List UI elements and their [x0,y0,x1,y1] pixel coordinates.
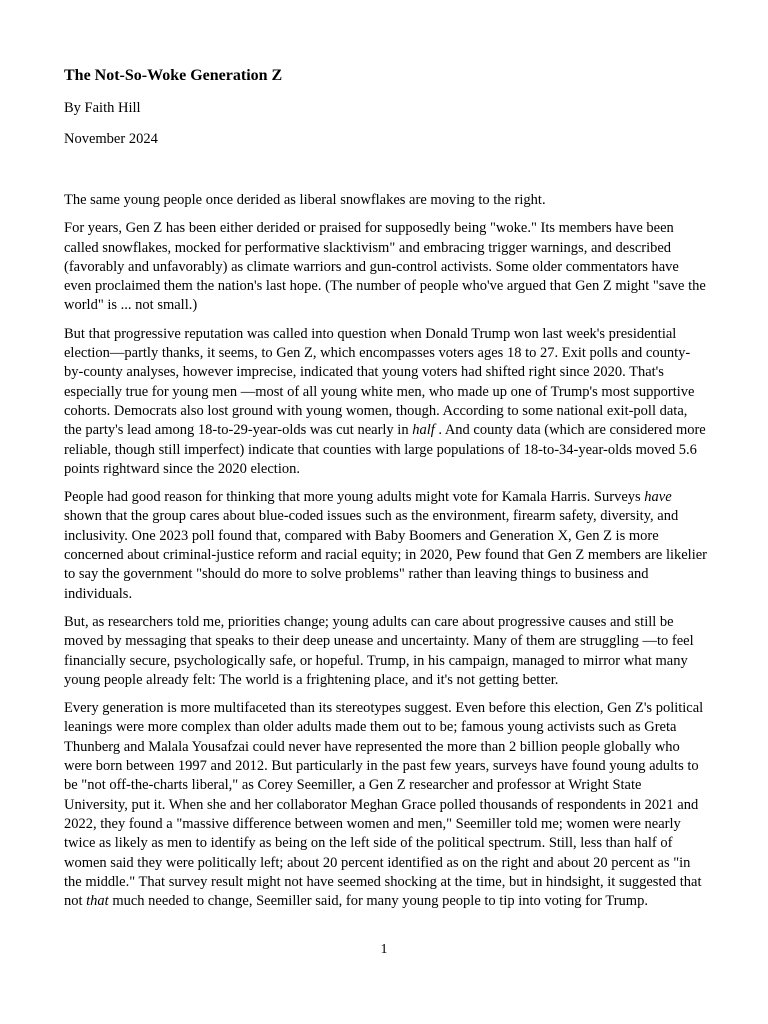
page-number: 1 [380,942,388,957]
paragraph [64,613,708,690]
paragraph [64,699,708,911]
emphasized-text: that [86,893,109,910]
paragraph-text: But that progressive reputation was called into question when Donald Trump won last week's presidential election—partly thanks, it seems, to Gen Z, which encompasses voters ages 18 to 27. Exit polls and county-by-county analyses, however imprecise, indicated that young voters had shifted right since 2020. That's especially true for young men —most of all young white men, who made up one of Trump's most supportive cohorts. Democrats also lost ground with young women, though. According to some national exit-poll data, the party's lead among 18-to-29-year-olds was cut nearly in [64,325,695,439]
emphasized-text: half [412,422,435,439]
paragraph [64,191,708,210]
paragraph-text: . And county data (which are considered more reliable, though still imperfect) indicate that counties with large populations of 18-to-34-year-olds moved 5.6 points rightward since the 2020 election. [64,422,706,477]
article-body [64,191,708,911]
paragraph [64,488,708,604]
paragraph [64,219,708,315]
paragraph-text: The same young people once derided as liberal snowflakes are moving to the right. [64,192,546,208]
paragraph-text: much needed to change, Seemiller said, for many young people to tip into voting for Trump. [108,893,648,910]
paragraph-text: But, as researchers told me, priorities change; young adults can care about progressive causes and still be moved by messaging that speaks to their deep unease and uncertainty. Many of them are struggling —to feel financially secure, psychologically safe, or hopeful. Trump, in his campaign, managed to mirror what many young people already felt: The world is a frightening place, and it's not getting better. [64,613,694,688]
emphasized-text: have [644,489,672,506]
article-title: The Not-So-Woke Generation Z [64,67,283,84]
article-date: November 2024 [64,131,158,147]
paragraph-text: Every generation is more multifaceted than its stereotypes suggest. Even before this election, Gen Z's political leanings were more complex than older adults made them out to be; famous young activists such as Greta Thunberg and Malala Yousafzai could never have represented the more than 2 billion people globally who were born between 1997 and 2012. But particularly in the past few years, surveys have found young adults to be "not off-the-charts liberal," as Corey Seemiller, a Gen Z researcher and professor at Wright State University, put it. When she and her collaborator Meghan Grace polled thousands of respondents in 2021 and 2022, they found a "massive difference between women and men," Seemiller told me; women were nearly twice as likely as men to identify as being on the left side of the political spectrum. Still, less than half of women said they were politically left; about 20 percent identified as on the right and about 20 percent as "in the middle." That survey result might not have seemed shocking at the time, but in hindsight, it suggested that not [64,700,704,910]
paragraph [64,325,708,479]
paragraph-text: shown that the group cares about blue-coded issues such as the environment, firearm safety, diversity, and inclusivity. One 2023 poll found that, compared with Baby Boomers and Generation X, Gen Z is more concerned about criminal-justice reform and racial equity; in 2020, Pew found that Gen Z members are likelier to say the government "should do more to solve problems" rather than leaving things to business and individuals. [64,508,708,602]
article-byline: By Faith Hill [64,100,141,116]
paragraph-text: People had good reason for thinking that more young adults might vote for Kamala Harris. Surveys [64,489,645,506]
paragraph-text: For years, Gen Z has been either derided or praised for supposedly being "woke." Its members have been called snowflakes, mocked for performative slacktivism" and embracing trigger warnings, and described (favorably and unfavorably) as climate warriors and gun-control activists. Some older commentators have even proclaimed them the nation's last hope. (The number of people who've argued that Gen Z might "save the world" is ... not small.) [64,220,706,314]
